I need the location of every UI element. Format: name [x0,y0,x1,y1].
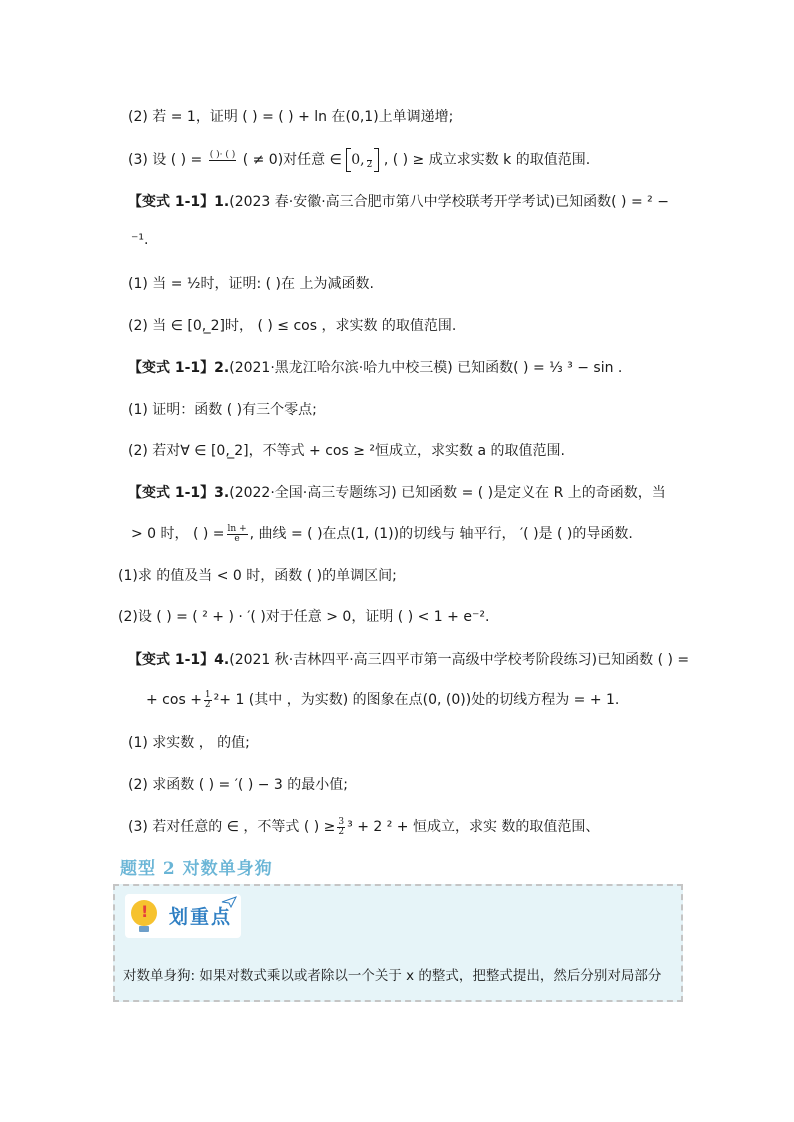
variant-2-q2: (2) 若对∀ ∈ [0, ̲2]，不等式 + cos ≥ ²恒成立，求实数 a 的取值范围. [128,443,565,459]
variant-3-q1: (1)求 的值及当 < 0 时，函数 ( )的单调区间; [118,568,397,584]
variant-1-stem-end: ( ) = ² − [611,194,669,210]
variant-4-source: (2021 秋·吉林四平·高三四平市第一高级中学校考阶段练习)已知函数 ( ) = [229,652,690,668]
variant-4-label: 【变式 1-1】4. [128,652,230,668]
variant-4-line2-b: ²+ 1 (其中 ，为实数) 的图象在点(0, (0))处的切线方程为 = + 1. [213,692,620,708]
exclamation-icon: ! [141,902,149,921]
variant-4-line2 [146,690,619,710]
interval-bracket-right [374,148,379,172]
problem-3-middle: ( ≠ 0)对任意 ∈ [242,152,342,168]
key-point-label: 划重点 [169,906,233,928]
paper-plane-icon [221,896,237,908]
variant-4-q3 [128,817,599,837]
problem-3-fraction: ( )· ( ) [209,149,236,160]
variant-3-line2 [131,524,633,544]
interval-left: 0, [351,152,365,168]
variant-3-line2-part1: > 0 时， ( ) = [131,526,225,542]
variant-2-label: 【变式 1-1】2. [128,360,230,376]
problem-2: (2) 若 = 1，证明 ( ) = ( ) + ln 在(0,1)上单调递增; [128,109,454,125]
variant-3-fraction: $\frac{\ln +}{e}$ [227,523,247,544]
variant-1-stem-line2: ⁻¹. [131,232,149,248]
variant-1-label: 【变式 1-1】1. [128,194,230,210]
variant-1-q1: (1) 当 = ½时，证明: ( )在 上为减函数. [128,276,374,292]
variant-1-source: (2023 春·安徽·高三合肥市第八中学校联考开学考试)已知函数 [229,194,612,210]
variant-4-line2-a: + cos + [146,692,202,708]
variant-4-q2: (2) 求函数 ( ) = ′( ) − 3 的最小值; [128,777,348,793]
section-heading: 题型 2 对数单身狗 [120,859,273,879]
variant-4-q1: (1) 求实数 ， 的值; [128,735,250,751]
problem-3-prefix: (3) 设 ( ) = [128,152,203,168]
interval-fraction: 2 [367,151,373,170]
key-point-box [113,884,683,1002]
problem-3-suffix: , ( ) ≥ 成立求实数 k 的取值范围. [383,152,591,168]
variant-4-q3-a: (3) 若对任意的 ∈ ，不等式 ( ) ≥ [128,819,336,835]
variant-3-line2-part2: , 曲线 = ( )在点(1, (1))的切线与 轴平行， ′( )是 ( )的导函数. [249,526,633,542]
variant-2-stem-end: ( ) = ⅓ ³ − sin . [513,360,623,376]
variant-2-q1: (1) 证明：函数 ( )有三个零点; [128,402,317,418]
variant-3-source: (2022·全国·高三专题练习) 已知函数 = ( )是定义在 R 上的奇函数，当 [229,485,666,501]
variant-1-q2: (2) 当 ∈ [0, ̲2]时， ( ) ≤ cos ，求实数 的取值范围. [128,318,457,334]
variant-3-label: 【变式 1-1】3. [128,485,230,501]
variant-4-q3-fraction: $\frac{3}{2}$ [338,816,345,837]
problem-3 [128,148,590,172]
variant-4-fraction: $\frac{1}{2}$ [204,689,211,710]
variant-4-q3-b: ³ + 2 ² + 恒成立，求实 数的取值范围、 [347,819,600,835]
variant-1-stem [128,192,669,212]
variant-2-stem [128,358,622,378]
key-point-text: 对数单身狗: 如果对数式乘以或者除以一个关于 x 的整式，把整式提出，然后分别对局部分 [123,968,662,984]
variant-3-stem [128,483,666,503]
variant-3-q2: (2)设 ( ) = ( ² + ) · ′( )对于任意 > 0，证明 ( ) < 1 + e⁻². [118,609,490,625]
lightbulb-base-icon [139,926,149,932]
variant-2-source: (2021·黑龙江哈尔滨·哈九中校三模) 已知函数 [229,360,514,376]
variant-4-stem [128,650,689,670]
key-point-badge [125,894,241,938]
